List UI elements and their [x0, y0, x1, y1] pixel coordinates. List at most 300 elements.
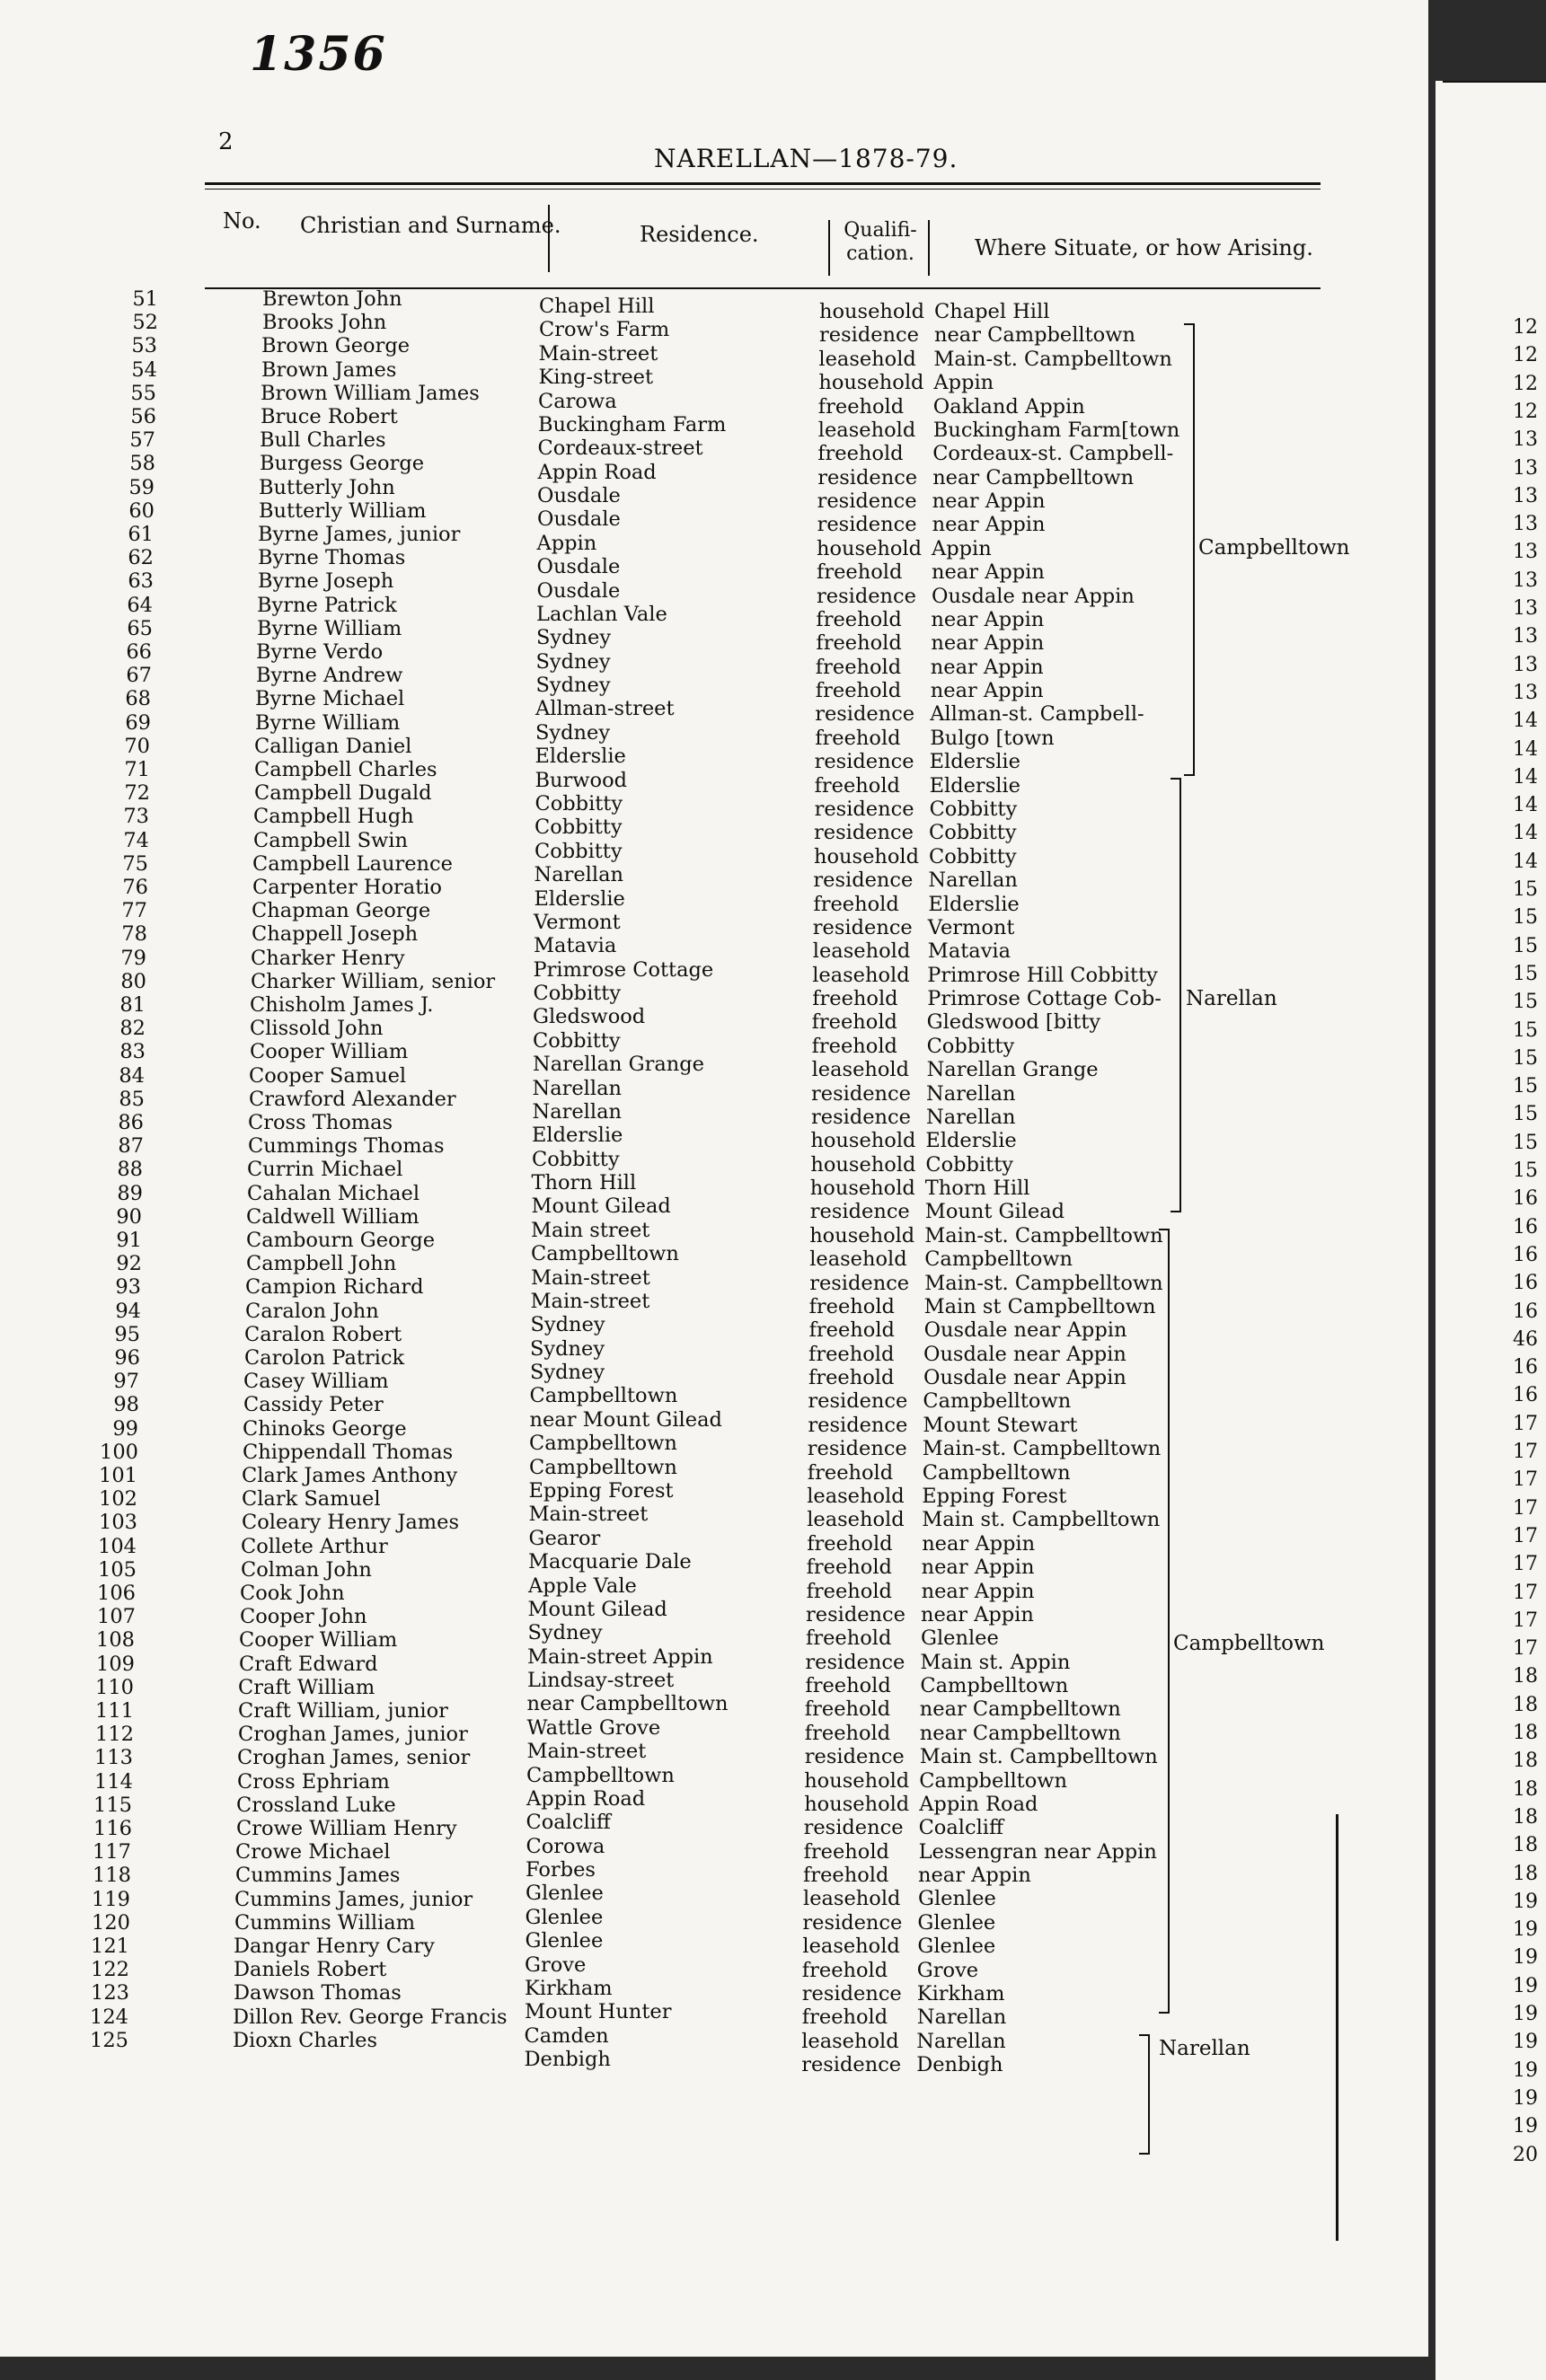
table-cell-residence: Primrose Cottage: [533, 957, 714, 982]
bracket-label: Campbelltown: [1173, 1632, 1325, 1655]
adjacent-page-number: 13: [1513, 681, 1538, 704]
table-cell-number: 105: [98, 1557, 137, 1582]
adjacent-page-number: 13: [1513, 569, 1538, 592]
table-cell-name: Chappell Joseph: [252, 922, 419, 947]
adjacent-page-number: 15: [1513, 1159, 1538, 1182]
table-cell-name: Casey William: [243, 1370, 389, 1394]
table-cell-name: Byrne Verdo: [256, 640, 384, 664]
table-cell-name: Dillon Rev. George Francis: [233, 2005, 508, 2029]
table-cell-residence: Sydney: [530, 1361, 605, 1385]
table-cell-where: Cobbitty: [925, 1152, 1013, 1177]
table-cell-where: Glenlee: [917, 1910, 996, 1935]
table-cell-residence: Main-street: [531, 1265, 650, 1290]
table-cell-number: 56: [130, 405, 156, 428]
table-cell-number: 74: [123, 828, 149, 852]
table-cell-number: 77: [121, 899, 147, 923]
table-cell-qualification: freehold: [806, 1556, 892, 1580]
table-cell-name: Caldwell William: [246, 1204, 420, 1229]
adjacent-page-number: 13: [1513, 625, 1538, 648]
table-cell-qualification: freehold: [816, 631, 902, 656]
adjacent-page-number: 19: [1513, 1890, 1538, 1913]
table-cell-number: 110: [95, 1675, 134, 1699]
table-cell-name: Chapman George: [252, 899, 431, 923]
adjacent-page-number: 15: [1513, 1046, 1538, 1070]
table-cell-residence: Campbelltown: [531, 1242, 679, 1266]
header-name: Christian and Surname.: [300, 213, 561, 238]
table-cell-name: Croghan James, junior: [238, 1723, 468, 1747]
table-cell-number: 71: [124, 758, 150, 781]
table-cell-number: 75: [122, 851, 148, 876]
table-cell-where: near Appin: [921, 1579, 1035, 1603]
table-cell-number: 122: [91, 1958, 129, 1982]
table-cell-where: Allman-st. Campbell-: [930, 702, 1144, 727]
table-cell-where: Narellan Grange: [926, 1058, 1099, 1082]
table-cell-where: Main-st. Campbelltown: [922, 1437, 1162, 1461]
table-cell-qualification: residence: [819, 323, 919, 348]
table-cell-residence: Sydney: [535, 720, 611, 745]
table-cell-where: Glenlee: [918, 1887, 996, 1911]
adjacent-page-number: 17: [1513, 1609, 1538, 1632]
table-cell-where: near Campbelltown: [919, 1721, 1121, 1745]
table-cell-name: Burgess George: [260, 452, 425, 476]
table-cell-residence: King-street: [538, 366, 654, 390]
table-cell-number: 58: [129, 452, 155, 476]
table-cell-where: Campbelltown: [919, 1768, 1068, 1793]
table-cell-where: Elderslie: [929, 750, 1020, 774]
table-cell-where: Ousdale near Appin: [923, 1366, 1126, 1390]
table-cell-qualification: residence: [809, 1271, 910, 1295]
table-cell-name: Cooper John: [240, 1605, 367, 1629]
adjacent-page-number: 17: [1513, 1637, 1538, 1661]
adjacent-page-number: 19: [1513, 1974, 1538, 1997]
adjacent-page-rule: [1443, 81, 1546, 83]
adjacent-page-number: 15: [1513, 991, 1538, 1014]
table-cell-number: 107: [97, 1605, 136, 1629]
adjacent-page-number: 16: [1513, 1300, 1538, 1323]
table-cell-name: Charker Henry: [251, 946, 405, 970]
adjacent-page-number: 16: [1513, 1272, 1538, 1295]
table-cell-number: 66: [126, 640, 152, 664]
table-cell-number: 108: [96, 1628, 135, 1653]
table-cell-number: 100: [100, 1440, 138, 1464]
table-cell-residence: Campbelltown: [529, 1432, 677, 1456]
table-cell-qualification: freehold: [815, 679, 902, 703]
table-cell-qualification: residence: [802, 1910, 903, 1935]
table-cell-name: Dioxn Charles: [233, 2028, 378, 2052]
table-cell-qualification: residence: [815, 702, 915, 727]
table-cell-qualification: freehold: [808, 1342, 895, 1366]
table-cell-qualification: freehold: [808, 1318, 895, 1343]
table-cell-where: Mount Stewart: [923, 1413, 1078, 1437]
table-cell-residence: Elderslie: [532, 1124, 623, 1148]
table-cell-name: Cooper Samuel: [249, 1063, 407, 1088]
table-cell-where: Coalcliff: [918, 1816, 1003, 1840]
bracket: [1184, 323, 1195, 776]
table-cell-name: Byrne Patrick: [257, 593, 397, 617]
adjacent-page-number: 18: [1513, 1750, 1538, 1773]
table-cell-qualification: freehold: [808, 1366, 895, 1390]
table-cell-number: 65: [127, 616, 153, 640]
table-cell-where: Elderslie: [929, 773, 1020, 798]
table-cell-residence: Main-street: [538, 341, 658, 366]
table-cell-residence: Narellan Grange: [533, 1053, 704, 1077]
table-cell-name: Daniels Robert: [234, 1958, 387, 1982]
adjacent-page-number: 14: [1513, 737, 1538, 761]
table-cell-number: 118: [93, 1864, 131, 1888]
table-cell-number: 52: [132, 311, 158, 335]
table-cell-qualification: freehold: [804, 1721, 891, 1745]
table-cell-residence: Mount Gilead: [531, 1194, 671, 1219]
table-cell-where: Narellan: [916, 2029, 1006, 2053]
table-cell-number: 57: [129, 428, 155, 453]
table-cell-where: Appin Road: [919, 1792, 1038, 1816]
table-cell-name: Cummings Thomas: [248, 1134, 445, 1159]
adjacent-page-number: 17: [1513, 1412, 1538, 1435]
table-cell-where: near Campbelltown: [934, 323, 1135, 348]
table-cell-qualification: residence: [817, 489, 917, 514]
table-cell-qualification: freehold: [815, 726, 901, 750]
table-cell-name: Cummins William: [234, 1910, 416, 1935]
table-cell-qualification: freehold: [817, 560, 903, 585]
header-residence: Residence.: [640, 222, 759, 247]
table-cell-where: Ousdale near Appin: [923, 1318, 1127, 1343]
table-cell-qualification: leasehold: [807, 1508, 905, 1532]
table-cell-where: near Appin: [932, 489, 1046, 514]
table-cell-qualification: household: [814, 844, 920, 868]
adjacent-page-number: 16: [1513, 1356, 1538, 1380]
table-cell-where: Cobbitty: [929, 844, 1017, 868]
table-cell-where: Appin: [933, 371, 994, 395]
table-cell-where: Vermont: [927, 915, 1015, 939]
adjacent-page-number: 13: [1513, 597, 1538, 620]
table-cell-qualification: residence: [808, 1413, 908, 1437]
table-cell-qualification: freehold: [814, 773, 900, 798]
adjacent-page-number: 19: [1513, 2086, 1538, 2110]
table-cell-qualification: residence: [812, 915, 913, 939]
adjacent-page-number: 17: [1513, 1468, 1538, 1492]
table-cell-where: near Appin: [931, 607, 1045, 631]
adjacent-page-number: 19: [1513, 2115, 1538, 2138]
table-cell-where: Campbelltown: [922, 1460, 1071, 1485]
table-cell-number: 85: [119, 1087, 145, 1111]
table-cell-number: 79: [120, 946, 146, 970]
adjacent-page-number: 12: [1513, 372, 1538, 395]
table-cell-where: Narellan: [926, 1105, 1016, 1129]
adjacent-page-number: 14: [1513, 850, 1538, 873]
table-cell-name: Campbell Swin: [253, 828, 408, 852]
table-cell-number: 53: [131, 334, 157, 358]
table-cell-name: Chisholm James J.: [250, 993, 434, 1017]
table-cell-residence: Sydney: [535, 674, 611, 698]
table-cell-where: Denbigh: [916, 2053, 1003, 2077]
adjacent-page-number: 15: [1513, 934, 1538, 957]
table-cell-where: Ousdale near Appin: [923, 1342, 1126, 1366]
table-cell-qualification: residence: [814, 821, 914, 845]
table-cell-where: near Appin: [922, 1531, 1036, 1556]
header-no: No.: [223, 208, 261, 234]
table-cell-where: Grove: [916, 1958, 979, 1982]
table-cell-residence: Gledswood: [533, 1005, 646, 1029]
table-cell-number: 89: [117, 1181, 143, 1205]
table-cell-name: Bruce Robert: [261, 405, 398, 428]
table-cell-name: Dawson Thomas: [234, 1981, 402, 2005]
table-cell-residence: Gearor: [528, 1526, 601, 1550]
table-cell-qualification: residence: [813, 868, 914, 893]
table-cell-where: Narellan: [916, 2005, 1007, 2030]
header-qualification: Qualifi- cation.: [844, 219, 917, 265]
table-cell-name: Collete Arthur: [241, 1534, 388, 1558]
table-cell-residence: Carowa: [538, 389, 617, 413]
table-cell-number: 91: [116, 1229, 142, 1252]
table-cell-name: Coleary Henry James: [242, 1511, 459, 1535]
table-cell-name: Brown James: [261, 357, 397, 382]
table-cell-residence: Cobbitty: [533, 1028, 621, 1053]
adjacent-page-number: 13: [1513, 456, 1538, 480]
adjacent-page-number: 19: [1513, 2031, 1538, 2054]
table-cell-name: Clark Samuel: [242, 1487, 381, 1512]
table-cell-where: near Appin: [932, 513, 1046, 537]
table-cell-where: Glenlee: [921, 1626, 999, 1651]
table-cell-name: Bull Charles: [260, 428, 386, 453]
table-cell-residence: Cordeaux-street: [537, 436, 703, 461]
adjacent-page-number: 19: [1513, 1946, 1538, 1970]
table-cell-residence: Campbelltown: [529, 1455, 677, 1479]
table-cell-number: 78: [121, 922, 147, 947]
table-cell-qualification: freehold: [801, 2005, 888, 2030]
table-cell-number: 106: [97, 1582, 136, 1605]
table-cell-where: near Appin: [918, 1864, 1031, 1888]
table-cell-where: Main-st. Campbelltown: [933, 347, 1172, 371]
table-cell-where: Matavia: [927, 939, 1012, 964]
table-cell-where: Bulgo [town: [930, 726, 1055, 750]
table-cell-qualification: household: [809, 1177, 915, 1201]
table-cell-number: 64: [127, 593, 153, 617]
table-cell-residence: Sydney: [527, 1621, 603, 1645]
table-cell-residence: Sydney: [535, 649, 611, 674]
table-cell-qualification: residence: [805, 1650, 906, 1674]
adjacent-page-number: 18: [1513, 1805, 1538, 1829]
table-cell-residence: Wattle Grove: [526, 1715, 661, 1740]
header-top-rule-thin: [205, 189, 1321, 190]
table-cell-where: Cobbitty: [929, 797, 1018, 821]
table-cell-residence: Cobbitty: [533, 982, 622, 1006]
header-divider: [828, 220, 830, 276]
table-cell-name: Croghan James, senior: [237, 1746, 471, 1770]
table-cell-name: Clissold John: [250, 1017, 384, 1041]
table-cell-number: 93: [115, 1275, 141, 1300]
table-cell-number: 98: [113, 1393, 139, 1417]
table-cell-name: Cummins James, junior: [234, 1887, 473, 1911]
table-cell-where: near Appin: [931, 631, 1045, 656]
table-cell-qualification: residence: [801, 2053, 902, 2077]
table-cell-name: Brown George: [261, 334, 411, 358]
table-cell-qualification: freehold: [811, 1010, 897, 1035]
table-cell-qualification: residence: [817, 465, 918, 489]
adjacent-page-number: 18: [1513, 1665, 1538, 1688]
table-cell-name: Crowe Michael: [235, 1840, 391, 1864]
table-cell-residence: Main street: [531, 1218, 650, 1242]
table-cell-residence: Kirkham: [525, 1976, 613, 2000]
table-cell-residence: Main-street Appin: [527, 1644, 713, 1669]
table-cell-residence: Elderslie: [534, 745, 626, 769]
bracket: [1159, 1229, 1170, 2014]
table-cell-number: 113: [94, 1746, 133, 1770]
table-cell-where: Main st. Campbelltown: [919, 1745, 1158, 1769]
table-cell-number: 102: [99, 1487, 137, 1512]
table-cell-residence: Matavia: [534, 934, 617, 958]
table-cell-qualification: residence: [806, 1602, 906, 1626]
table-cell-residence: Apple Vale: [528, 1573, 637, 1598]
table-cell-residence: Allman-street: [535, 697, 675, 721]
table-cell-number: 84: [119, 1063, 145, 1088]
table-cell-qualification: residence: [817, 513, 917, 537]
adjacent-page-number: 15: [1513, 1131, 1538, 1154]
bracket-label: Narellan: [1186, 987, 1277, 1010]
table-cell-where: Narellan: [928, 868, 1018, 893]
table-cell-number: 92: [116, 1252, 142, 1276]
table-cell-qualification: freehold: [801, 1958, 888, 1982]
table-cell-residence: Forbes: [526, 1858, 596, 1882]
table-cell-residence: Glenlee: [525, 1929, 604, 1953]
table-cell-number: 111: [95, 1699, 134, 1723]
table-cell-name: Crawford Alexander: [249, 1087, 456, 1111]
table-cell-residence: near Mount Gilead: [529, 1407, 722, 1432]
table-cell-qualification: freehold: [817, 394, 905, 419]
table-cell-residence: Corowa: [526, 1834, 605, 1858]
table-cell-number: 62: [128, 546, 154, 570]
table-cell-qualification: freehold: [813, 892, 899, 916]
table-cell-number: 119: [92, 1887, 130, 1911]
table-cell-qualification: freehold: [817, 442, 904, 466]
table-cell-number: 114: [94, 1769, 133, 1794]
table-cell-name: Cross Ephriam: [237, 1769, 390, 1794]
table-cell-qualification: household: [810, 1152, 916, 1177]
table-cell-residence: Ousdale: [537, 484, 621, 508]
table-cell-number: 60: [128, 498, 155, 523]
table-cell-where: Cobbitty: [926, 1034, 1015, 1058]
adjacent-page-number: 15: [1513, 962, 1538, 985]
table-cell-residence: Lindsay-street: [527, 1669, 675, 1693]
adjacent-page-number: 18: [1513, 1777, 1538, 1801]
table-cell-name: Cooper William: [250, 1040, 409, 1064]
table-cell-number: 120: [92, 1910, 130, 1935]
table-cell-name: Chippendall Thomas: [243, 1440, 454, 1464]
page-title: NARELLAN—1878-79.: [654, 144, 959, 173]
table-cell-where: near Campbelltown: [919, 1697, 1121, 1722]
table-cell-qualification: leasehold: [807, 1485, 905, 1508]
table-cell-number: 94: [115, 1299, 141, 1323]
adjacent-page-number: 17: [1513, 1524, 1538, 1547]
table-cell-residence: Narellan: [532, 1076, 622, 1100]
table-cell-number: 123: [91, 1981, 129, 2005]
table-cell-where: Main-st. Campbelltown: [924, 1271, 1163, 1295]
adjacent-page-number: 13: [1513, 513, 1538, 536]
table-cell-where: near Appin: [930, 655, 1044, 679]
table-cell-number: 82: [119, 1017, 146, 1041]
table-cell-number: 69: [125, 710, 151, 735]
table-cell-where: Campbelltown: [923, 1389, 1072, 1414]
adjacent-page-number: 18: [1513, 1693, 1538, 1716]
bracket: [1171, 778, 1181, 1212]
table-cell-residence: Appin Road: [537, 460, 657, 484]
table-cell-number: 83: [119, 1040, 146, 1064]
table-cell-where: Appin: [932, 536, 992, 560]
adjacent-page-number: 19: [1513, 1918, 1538, 1942]
adjacent-page-number: 17: [1513, 1496, 1538, 1520]
table-cell-where: Glenlee: [917, 1935, 996, 1959]
adjacent-page-number: 16: [1513, 1243, 1538, 1266]
adjacent-page-number: 18: [1513, 1862, 1538, 1885]
table-cell-residence: Cobbitty: [534, 791, 623, 815]
bracket-label: Campbelltown: [1198, 536, 1350, 560]
table-cell-number: 87: [118, 1134, 144, 1159]
table-cell-qualification: freehold: [807, 1460, 894, 1485]
table-cell-residence: Campbelltown: [526, 1763, 675, 1787]
table-cell-where: near Appin: [932, 560, 1045, 585]
table-cell-where: Lessengran near Appin: [918, 1839, 1157, 1864]
table-cell-qualification: household: [804, 1792, 910, 1816]
table-cell-number: 109: [96, 1652, 135, 1676]
table-cell-number: 86: [118, 1111, 144, 1134]
table-cell-number: 68: [125, 687, 151, 711]
table-cell-qualification: leasehold: [809, 1247, 907, 1272]
table-cell-residence: Glenlee: [525, 1905, 604, 1929]
adjacent-page-number: 20: [1513, 2143, 1538, 2166]
table-cell-where: Main st Campbelltown: [923, 1294, 1156, 1318]
table-cell-qualification: residence: [811, 1081, 911, 1106]
bracket: [1139, 2034, 1150, 2155]
header-divider: [928, 220, 930, 276]
table-cell-residence: Main-street: [526, 1740, 647, 1764]
table-cell-number: 59: [128, 475, 155, 499]
table-cell-qualification: freehold: [805, 1674, 891, 1698]
table-cell-qualification: leasehold: [812, 939, 911, 964]
table-cell-name: Butterly John: [259, 475, 395, 499]
table-cell-name: Cahalan Michael: [247, 1181, 420, 1205]
table-cell-residence: Cobbitty: [534, 839, 623, 863]
table-cell-name: Craft William: [238, 1675, 375, 1699]
table-cell-residence: Sydney: [536, 626, 612, 650]
adjacent-page-number: 14: [1513, 822, 1538, 845]
table-cell-residence: Epping Forest: [528, 1479, 674, 1503]
table-cell-name: Byrne James, junior: [258, 523, 461, 546]
table-cell-where: Thorn Hill: [924, 1177, 1030, 1201]
table-cell-residence: Mount Hunter: [525, 2000, 672, 2024]
adjacent-page-number: 19: [1513, 2003, 1538, 2025]
table-cell-qualification: freehold: [803, 1839, 889, 1864]
table-cell-name: Cooper William: [239, 1628, 398, 1653]
table-cell-qualification: residence: [801, 1981, 902, 2005]
table-cell-qualification: freehold: [806, 1579, 892, 1603]
adjacent-page-number: 12: [1513, 400, 1538, 423]
table-cell-qualification: residence: [814, 750, 914, 774]
adjacent-page-number: 13: [1513, 541, 1538, 564]
table-cell-where: Elderslie: [928, 892, 1020, 916]
adjacent-page-number: 15: [1513, 878, 1538, 901]
table-cell-qualification: freehold: [806, 1626, 892, 1651]
table-cell-name: Carolon Patrick: [244, 1346, 405, 1370]
adjacent-page-number: 14: [1513, 710, 1538, 733]
table-cell-name: Byrne Thomas: [258, 546, 406, 570]
table-cell-name: Byrne William: [255, 710, 401, 735]
table-cell-where: Main st. Appin: [920, 1650, 1071, 1674]
table-cell-residence: Ousdale: [537, 507, 621, 532]
table-cell-residence: Main-street: [528, 1503, 649, 1527]
table-cell-qualification: freehold: [812, 987, 898, 1011]
table-cell-number: 73: [123, 805, 149, 829]
table-cell-name: Crowe William Henry: [236, 1817, 457, 1840]
table-cell-name: Brown William James: [261, 381, 480, 405]
